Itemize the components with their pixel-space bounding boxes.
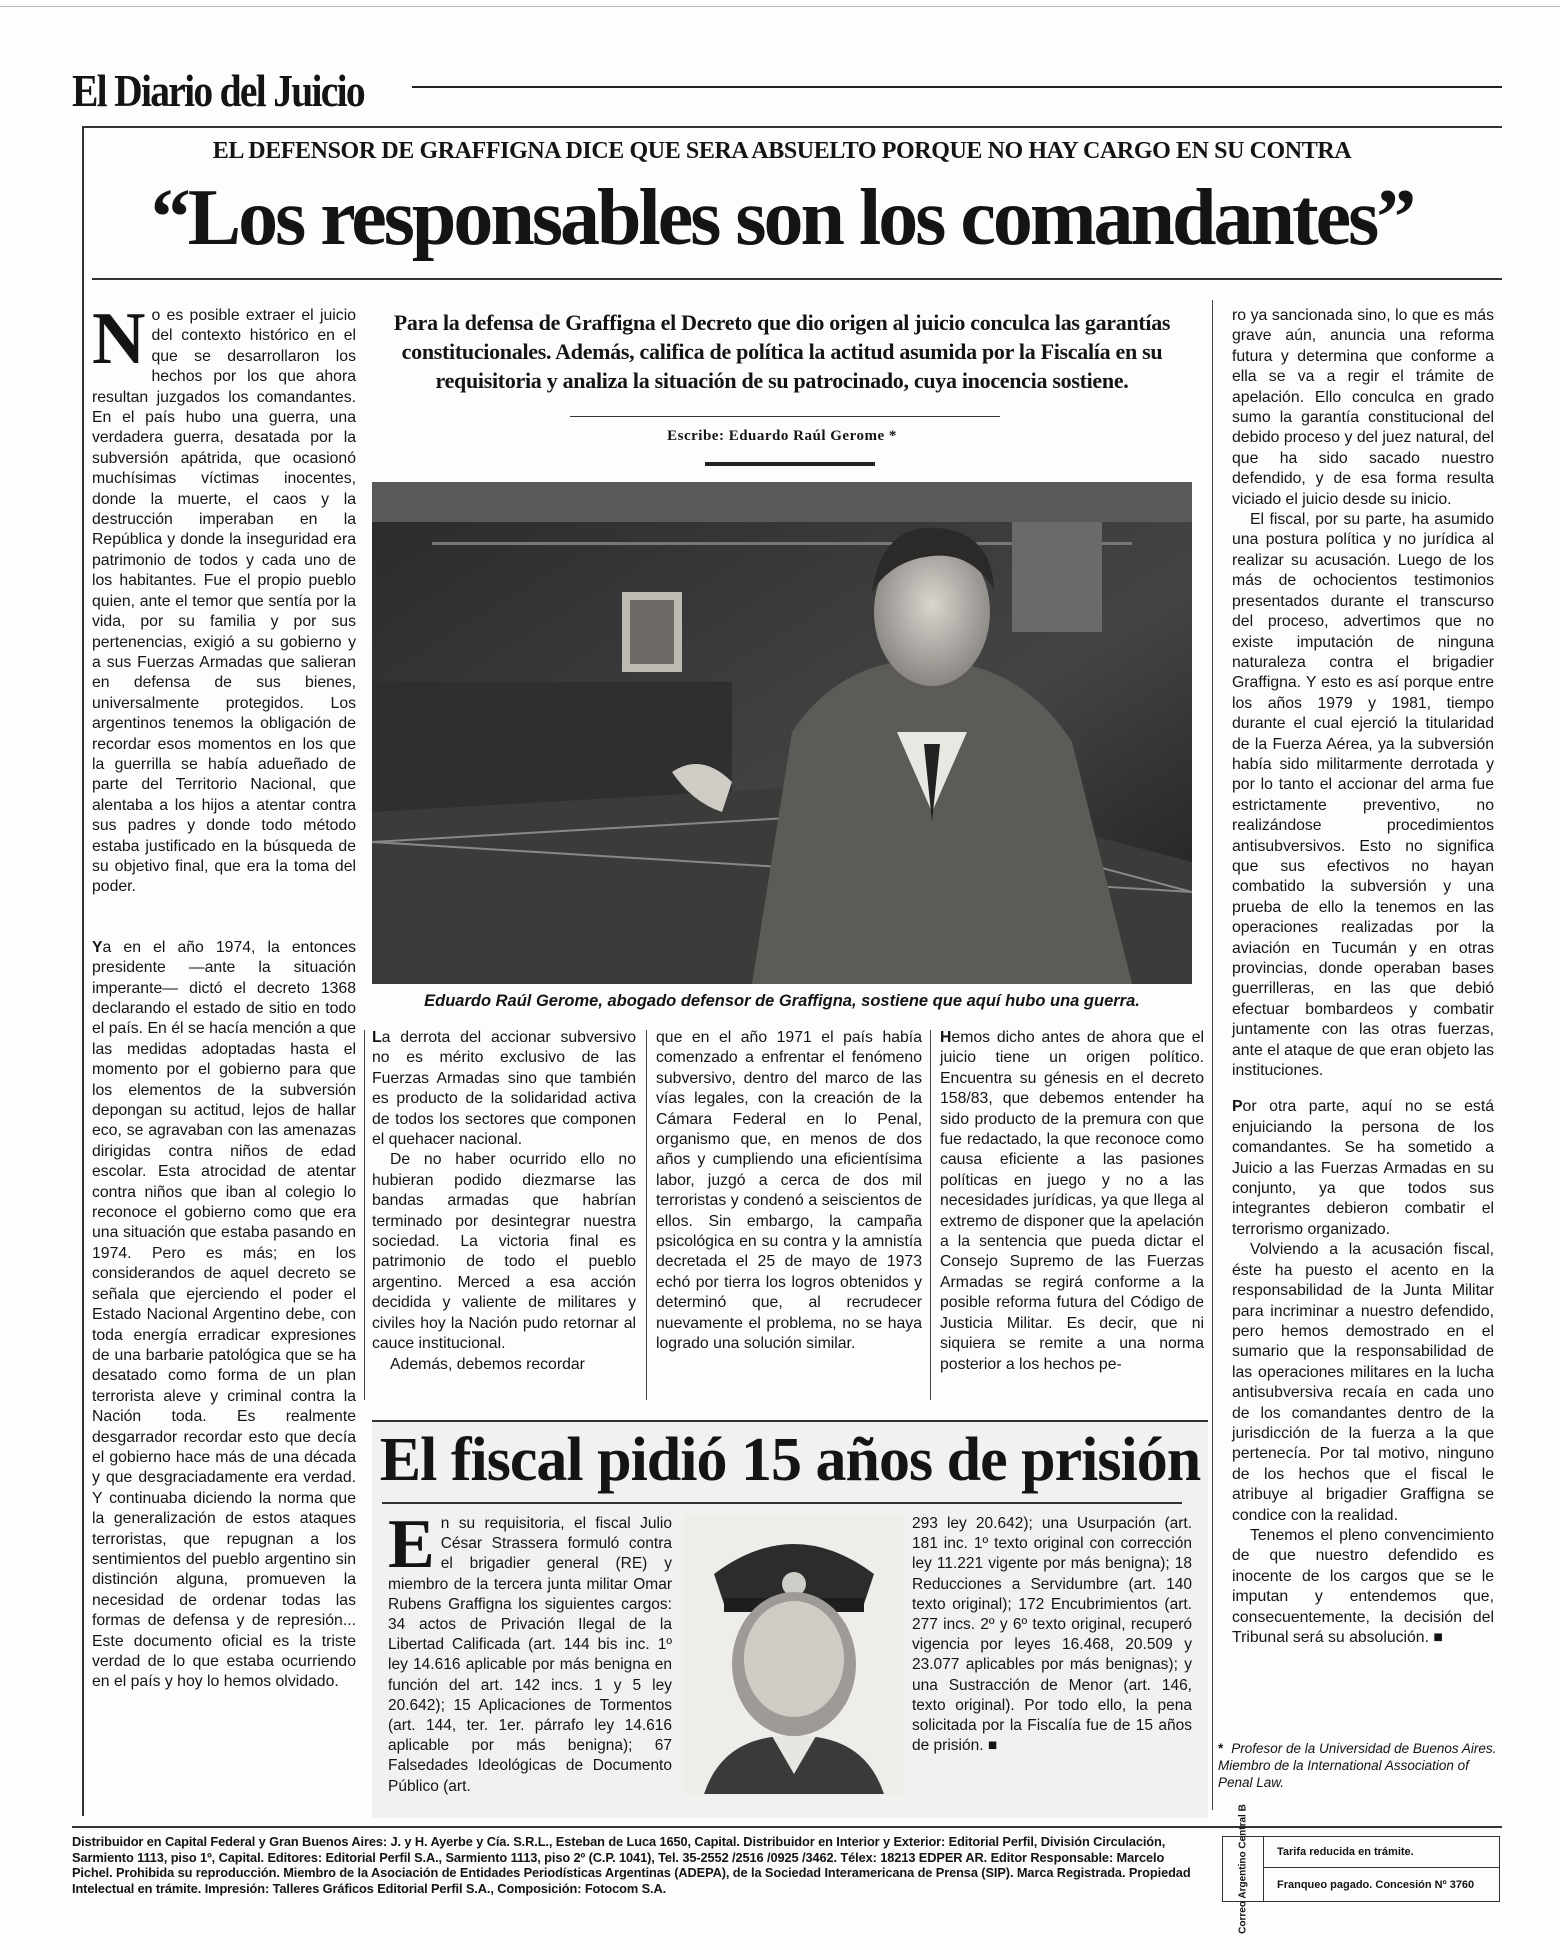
col5-paragraph-1: ro ya sancionada sino, lo que es más grave aún, anuncia una reforma futura y determina que conforme a ella se va a regir el trámite de apelación. Ello conculca en grado sumo la garantía constitucional del debido proceso y del juez natural, del que ha sido sacado nuestro defendido, y de esa forma resulta viciado el juicio desde su inicio. — [1232, 307, 1494, 508]
frame-top-rule — [82, 126, 1502, 128]
inset-photo — [684, 1514, 904, 1794]
kicker: EL DEFENSOR DE GRAFFIGNA DICE QUE SERA ABSUELTO PORQUE NO HAY CARGO EN SU CONTRA — [212, 138, 1352, 164]
col2-paragraph-1: a derrota del accionar subversivo no es mérito exclusivo de las Fuerzas Armadas sino que también es producto de la solidaridad activa de todos los sectores que componen el quehacer nacional. — [372, 1029, 636, 1149]
col5-paragraph-2: El fiscal, por su parte, ha asumido una postura política y no jurídica al realizar su acusación. Luego de los más de ochocientos testimonios presentados durante el transcurso del proceso, advertimos que no existe imputación de ninguna naturaleza contra el brigadier Graffigna. Y esto es así porque entre los años 1979 y 1981, tiempo durante el cual ejerció la titularidad de la Fuerza Aérea, ya la subversión había sido militarmente derrotada y por lo tanto el accionar del arma fue estrictamente preventivo, no realizándose procedimientos antisubversivos. Esto no significa que sus efectivos no hayan combatido la subversión y una prueba de ello la tenemos en las operaciones realizadas por la aviación en Tucumán y en otras provincias, donde operaban bases guerrilleras, en las que debió efectuar bombardeos y combatir juntamente con las otras fuerzas, ante el ataque de que eran objeto las instituciones. — [1232, 511, 1494, 1080]
masthead-rule — [412, 86, 1502, 88]
postal-side-label: Correo Argentino Central B — [1237, 1804, 1249, 1934]
column-2 — [372, 1028, 636, 1375]
main-photo — [372, 482, 1192, 984]
col4-lead-cap: H — [940, 1029, 952, 1046]
headline-rule — [92, 278, 1502, 280]
byline: Escribe: Eduardo Raúl Gerome * — [667, 428, 897, 444]
postal-concession-label: Franqueo pagado. Concesión Nº 3760 — [1277, 1879, 1475, 1891]
dek-rule — [570, 416, 1000, 417]
column-divider — [646, 1030, 647, 1400]
col5-paragraph-5: Tenemos el pleno convencimiento de que nuestro defendido es inocente de los cargos que se le imputan y entendemos que, consecuentemente, la decisión del Tribunal será su absolución. ■ — [1232, 1526, 1494, 1646]
col1-paragraph-2: a en el año 1974, la entonces presidente —ante la situación imperante— dictó el decreto 1368 declarando el estado de sitio en todo el país. En él se hacía mención a que las medidas adoptadas hasta el momento por el gobierno para que los elementos de la subversión depongan su actitud, lejos de hallar eco, se agravaban con las amenazas dirigidas contra niños de edad escolar. Esta atrocidad de atentar contra niños que iban al colegio lo reconoce el gobierno como que era una situación que estaba pasando en 1974. Pero es más; en los considerandos de aquel decreto se señala que ejerciendo el poder el Estado Nacional Argentino debe, con toda energía erradicar expresiones de una barbarie patológica que se ha desatado como forma de un plan terrorista aleve y criminal contra la Nación toda. Es realmente desgarrador recordar esto que decía el gobierno hace más de una década y que desgraciadamente era verdad. Y continuaba diciendo la norma que la generalización de estos ataques terroristas, que repugnan a los sentimientos del pueblo argentino sin distinción alguna, promueven la necesidad de ordenar todas las formas de defensa y de represión... Este documento oficial es la triste verdad de lo que estaba ocurriendo en el país y hoy lo hemos olvidado. — [92, 938, 356, 1691]
col5-paragraph-4: Volviendo a la acusación fiscal, éste ha puesto el acento en la responsabilidad de la Junta Militar para incriminar a nuestro defendido, pero hemos demostrado en el sumario que la responsabilidad de las operaciones militares en la lucha antisubversiva recaía en cada uno de los comandantes dentro de la jurisdicción de la fuerza a la que pertenecía. Por tal motivo, ninguno de los hechos que el fiscal le atribuye al brigadier Graffigna se condice con la realidad. — [1232, 1241, 1494, 1524]
inset-right-text: 293 ley 20.642); una Usurpación (art. 181 inc. 1º texto original con corrección ley 11.221 vigente por más benigna); 18 Reducciones a Servidumbre (art. 140 texto original); 172 Encubrimientos (art. 277 incs. 2º y 6º texto original, recuperó vigencia por leyes 16.468, 20.509 y 23.077 aplicables por más benignas); y una Sustracción de Menor (art. 146, texto original). Por todo ello, la pena solicitada por la Fiscalía fue de 15 años de prisión. ■ — [912, 1515, 1192, 1755]
inset-headline: El fiscal pidió 15 años de prisión — [379, 1426, 1201, 1494]
bottom-rule — [72, 1826, 1502, 1828]
column-5 — [1232, 306, 1494, 1648]
col2-paragraph-3: Además, debemos recordar — [390, 1355, 585, 1373]
footnote-text: Profesor de la Universidad de Buenos Aires. Miembro de la International Association of Penal Law. — [1218, 1741, 1497, 1790]
column-3 — [656, 1028, 922, 1355]
column-1 — [92, 298, 356, 1693]
col5-lead-cap: P — [1232, 1098, 1243, 1116]
frame-left-rule — [82, 126, 84, 1816]
column-4 — [940, 1028, 1204, 1375]
author-footnote — [1218, 1740, 1498, 1791]
inset-right-column — [912, 1514, 1192, 1756]
col1-lead-cap: Y — [92, 938, 103, 956]
col5-paragraph-3: or otra parte, aquí no se está enjuiciando la persona de los comandantes. Se ha sometido a Juicio a las Fuerzas Armadas en su conjunto, ya que todos sus integrantes debieron combatir el terrorismo organizado. — [1232, 1098, 1494, 1238]
masthead: El Diario del Juicio — [72, 65, 364, 116]
dek: Para la defensa de Graffigna el Decreto que dio origen al juicio conculca las garantías constitucionales. Además, califica de política la actitud asumida por la Fiscalía en su requisitoria y analiza la situación de su patrocinado, cuya inocencia sostiene. — [393, 310, 1171, 393]
column-divider — [364, 1030, 365, 1400]
dropcap-e: E — [388, 1506, 435, 1583]
inset-rule — [382, 1502, 1182, 1504]
postal-box — [1222, 1804, 1500, 1934]
col1-paragraph-1: o es posible extraer el juicio del contexto histórico en el que se desarrollaron los hechos por los que ahora resultan juzgados los comandantes. En el país hubo una guerra, una verdadera guerra, desatada por la subversión apátrida, que ocasionó muchísimas víctimas inocentes, donde la muerte, el caos y la destrucción imperaban en la República y donde la inseguridad era patrimonio de todos y cada uno de los habitantes. Fue el propio pueblo quien, ante el temor que sentía por la vida, por su familia y por sus pertenencias, exigió a su gobierno y a sus Fuerzas Armadas que salieran en defensa de sus bienes, universalmente protegidos. Los argentinos tenemos la obligación de recordar esos momentos en los que la guerrilla se había adueñado de parte del Territorio Nacional, que alentaba a los hijos a atentar contra sus padres y donde todo método estaba justificado en la búsqueda de su objetivo final, que era la toma del poder. — [92, 307, 356, 896]
column-divider — [1212, 300, 1213, 1810]
inset-left-text: n su requisitoria, el fiscal Julio César Strassera formuló contra el brigadier general (RE) y miembro de la tercera junta militar Omar Rubens Graffigna los siguientes cargos: 34 actos de Privación Ilegal de la Libertad Calificada (art. 144 bis inc. 1º ley 14.616 aplicable por más benigna en función del art. 142 incs. 1 y 5 ley 20.642); 15 Aplicaciones de Tormentos (art. 144, ter. 1er. párrafo ley 14.616 aplicable por más benigna); 67 Falsedades Ideológicas de Documento Público (art. — [388, 1515, 672, 1795]
imprint: Distribuidor en Capital Federal y Gran Buenos Aires: J. y H. Ayerbe y Cía. S.R.L., Esteban de Luca 1650, Capital. Distribuidor en Interior y Exterior: Editorial Perfil, División Circulación, Sarmiento 1113, piso 1º, Capital. Editores: Editorial Perfil S.A., Sarmiento 1113, piso 2º (C.P. 1041), Tel. 35-2552 /2516 /0925 /3462. Télex: 18213 EDPER AR. Editor Responsable: Marcelo Pichel. Prohibida su reproducción. Miembro de la Asociación de Entidades Periodísticas Argentinas (ADEPA), de la Sociedad Interamericana de Prensa (SIP). Marca Registrada. Propiedad Intelectual en trámite. Impresión: Talleres Gráficos Editorial Perfil S.A., Composición: Fotocom S.A. — [72, 1834, 1191, 1896]
col2-paragraph-2: De no haber ocurrido ello no hubieran podido diezmarse las bandas armadas que habrían terminado por desintegrar nuestra sociedad. La victoria final es patrimonio de todo el pueblo argentino. Merced a esa acción decidida y valiente de militares y civiles hoy la Nación pudo retornar al cauce institucional. — [372, 1151, 636, 1353]
col2-lead-cap: L — [372, 1029, 382, 1046]
headline: “Los responsables son los comandantes” — [150, 174, 1414, 262]
col3-paragraph-1: que en el año 1971 el país había comenzado a enfrentar el fenómeno subversivo, dentro del marco de las vías legales, con la creación de la Cámara Federal en lo Penal, organismo que, en menos de dos años y cumpliendo una eficientísima labor, juzgó a cerca de dos mil terroristas y condenó a seiscientos de ellos. Sin embargo, la campaña psicológica en su contra y la amnistía decretada el 25 de mayo de 1973 echó por tierra los logros obtenidos y determinó que, al recrudecer nuevamente el problema, no se haya logrado una solución similar. — [656, 1029, 922, 1353]
footnote-mark: * — [1218, 1741, 1224, 1756]
dropcap-n: N — [92, 298, 146, 380]
column-divider — [930, 1030, 931, 1400]
page-top-line — [0, 6, 1560, 7]
byline-rule — [705, 462, 875, 466]
inset-left-column — [388, 1506, 672, 1797]
postal-rate-label: Tarifa reducida en trámite. — [1263, 1837, 1499, 1868]
photo-caption: Eduardo Raúl Gerome, abogado defensor de Graffigna, sostiene que aquí hubo una guerra. — [424, 992, 1140, 1010]
col4-paragraph-1: emos dicho antes de ahora que el juicio tiene un origen político. Encuentra su génesis en el decreto 158/83, que debemos entender ha sido producto de la premura con que fue redactado, la que reconoce como causa eficiente a las pasiones políticas en juego y no a las necesidades jurídicas, ya que llega al extremo de disponer que la apelación a la sentencia que pueda dictar el Consejo Supremo de las Fuerzas Armadas se regirá conforme a la posible reforma futura del Código de Justicia Militar. Es decir, que ni siquiera se remite a una norma posterior a los hechos pe- — [940, 1029, 1204, 1373]
